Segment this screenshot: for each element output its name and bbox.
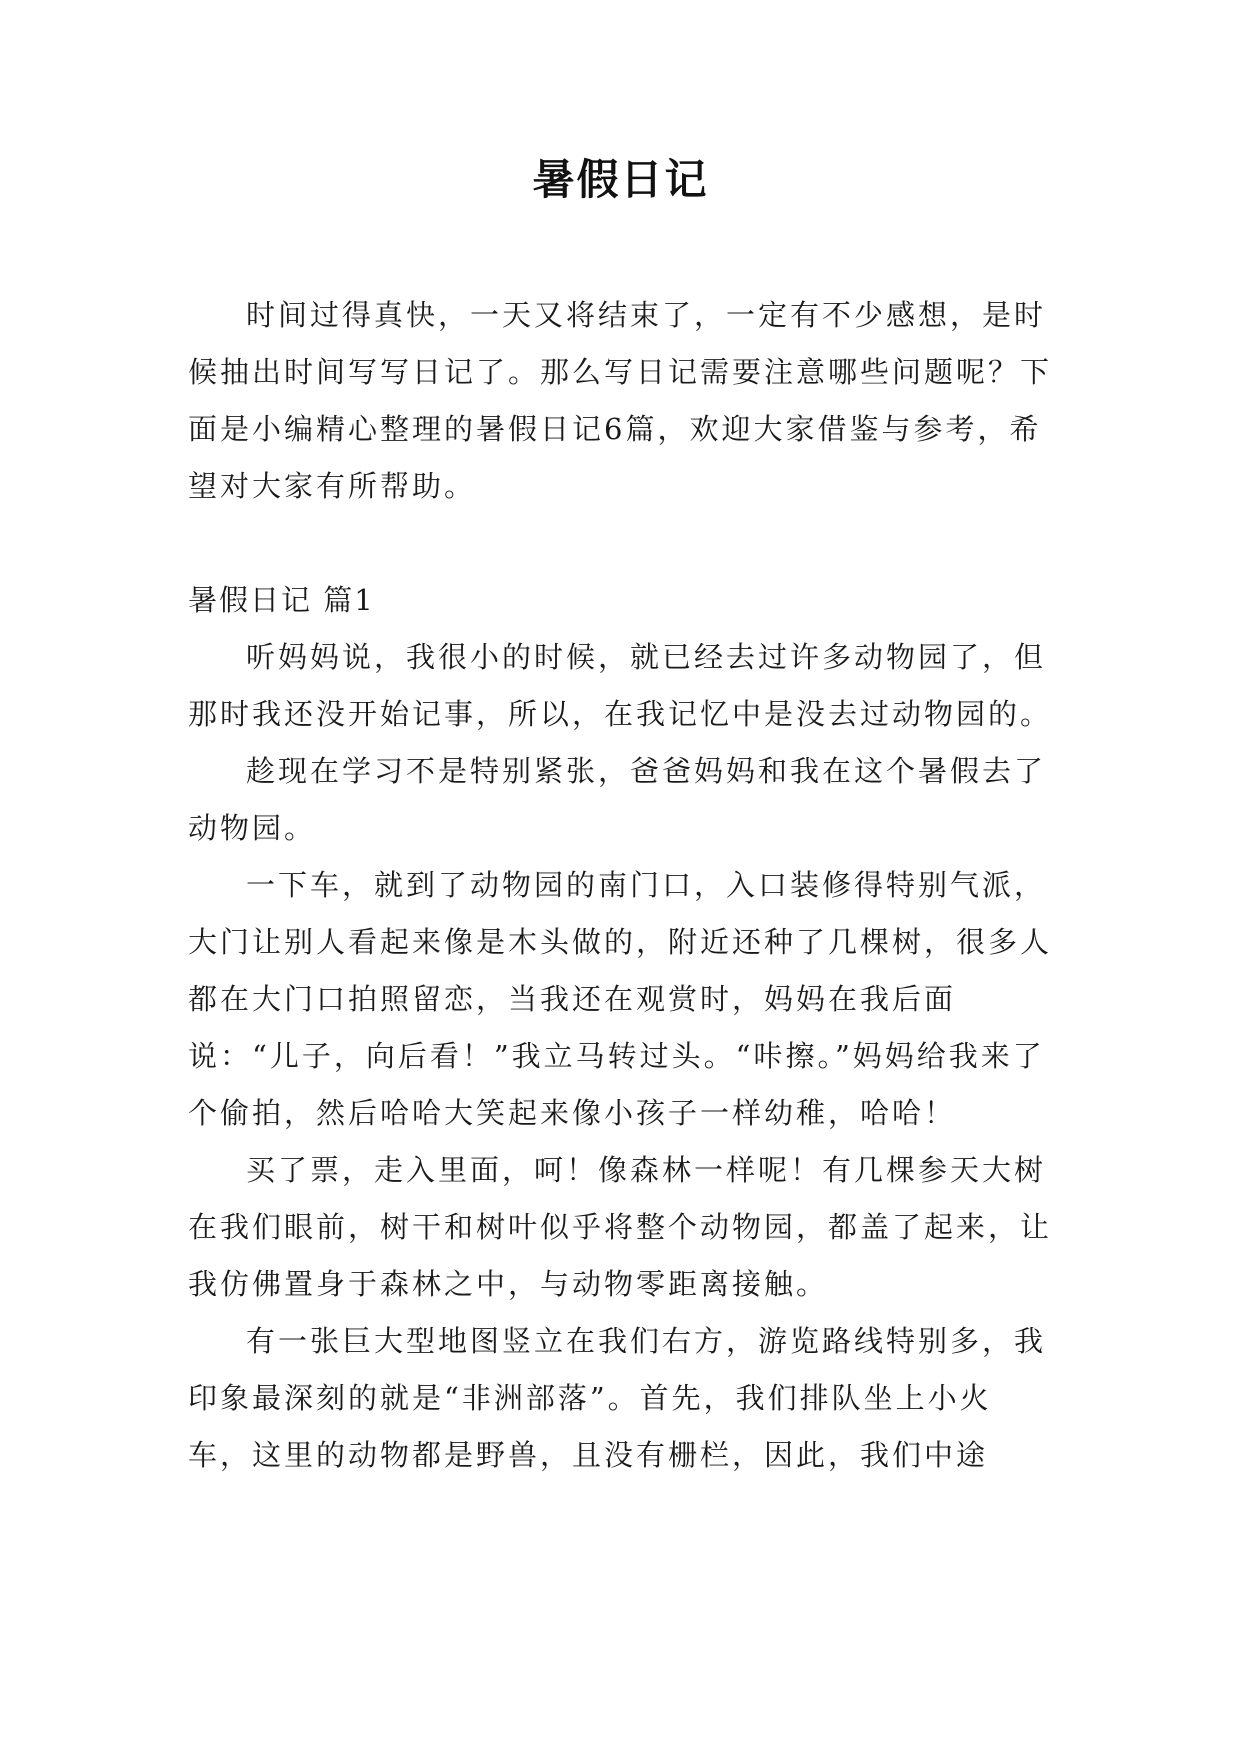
intro-paragraph: 时间过得真快，一天又将结束了，一定有不少感想，是时候抽出时间写写日记了。那么写日记需要注意哪些问题呢？下面是小编精心整理的暑假日记6篇，欢迎大家借鉴与参考，希望对大家有所帮助。: [188, 298, 1053, 503]
body-paragraph: 有一张巨大型地图竖立在我们右方，游览路线特别多，我印象最深刻的就是“非洲部落”。首先，我们排队坐上小火车，这里的动物都是野兽，且没有栅栏，因此，我们中途: [188, 1324, 1047, 1472]
body-paragraph: 听妈妈说，我很小的时候，就已经去过许多动物园了，但那时我还没开始记事，所以，在我记忆中是没去过动物园的。: [188, 640, 1053, 731]
body-paragraph: 趁现在学习不是特别紧张，爸爸妈妈和我在这个暑假去了动物园。: [188, 754, 1047, 845]
section-heading: 暑假日记 篇1: [188, 583, 375, 617]
document-body: [188, 287, 1053, 1484]
body-paragraph: 一下车，就到了动物园的南门口，入口装修得特别气派，大门让别人看起来像是木头做的，附近还种了几棵树，很多人都在大门口拍照留恋，当我还在观赏时，妈妈在我后面说：“儿子，向后看！”我立马转过头。“咔擦。”妈妈给我来了个偷拍，然后哈哈大笑起来像小孩子一样幼稚，哈哈！: [188, 868, 1053, 1130]
document-title: 暑假日记: [532, 155, 709, 204]
body-paragraph: 买了票，走入里面，呵！像森林一样呢！有几棵参天大树在我们眼前，树干和树叶似乎将整个动物园，都盖了起来，让我仿佛置身于森林之中，与动物零距离接触。: [188, 1153, 1053, 1301]
